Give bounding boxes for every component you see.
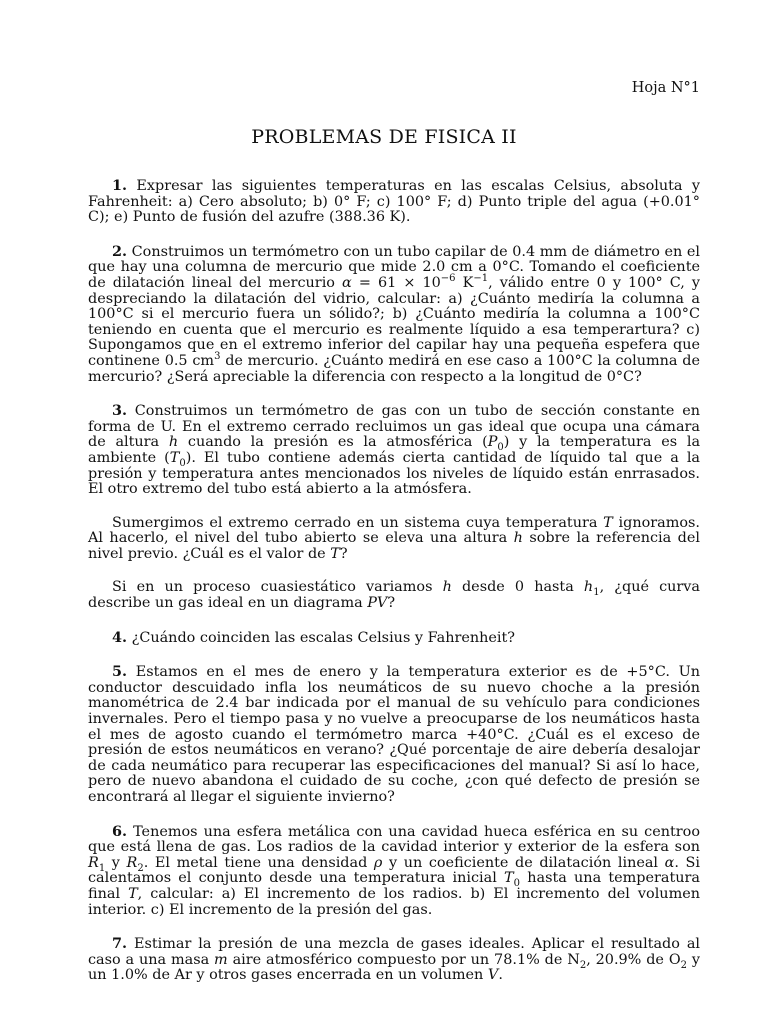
- problem-text: Construimos un termómetro de gas con un tubo de sección constante en forma de U. En el extremo cerrado recluimos un gas ideal que ocupa una cámara de altura: [88, 403, 700, 451]
- math-symbol: R: [126, 854, 138, 871]
- problem-2: [88, 244, 700, 385]
- math-symbol: T: [504, 870, 514, 887]
- problem-text: Expresar las siguientes temperaturas en las escalas Celsius, absoluta y Fahrenheit: a) Cero absoluto; b) 0° F; c) 100° F; d) Punto triple del agua (+0.01° C); e) Punto de fusión del azufre (388.36 K).: [88, 178, 700, 226]
- math-subscript: 0: [497, 442, 504, 454]
- sheet-number: Hoja N°1: [631, 80, 700, 96]
- problem-number: 5.: [112, 663, 128, 681]
- problem-text: Si en un proceso cuasiestático variamos: [112, 579, 433, 596]
- math-symbol: T: [128, 885, 138, 902]
- problem-text: .: [498, 967, 503, 984]
- math-subscript: 0: [179, 457, 186, 469]
- math-subscript: 2: [579, 959, 587, 971]
- problem-text: Construimos un termómetro con un tubo capilar de 0.4 mm de diámetro en el que hay una columna de mercurio que mide 2.0 cm a 0°C. Tomando el coeficiente de dilatación lineal del mercurio: [88, 243, 700, 291]
- problem-text: desde 0 hasta: [451, 579, 574, 596]
- problem-number: 4.: [112, 628, 128, 646]
- math-subscript: 2: [137, 862, 144, 874]
- problem-number: 2.: [112, 242, 128, 260]
- math-exponent: 3: [214, 351, 221, 363]
- problem-number: 3.: [112, 402, 128, 420]
- math-subscript: 1: [593, 587, 600, 599]
- math-symbol: PV: [367, 595, 388, 612]
- problem-text: K: [455, 274, 474, 291]
- problem-text: ) y la temperatura es la ambiente (: [88, 434, 701, 466]
- problem-text: . El metal tiene una densidad: [143, 854, 368, 871]
- math-symbol: h: [168, 434, 179, 451]
- problem-4: [88, 630, 700, 647]
- problem-text: ). El tubo contiene además cierta cantidad de líquido tal que a la presión y temperatura antes mencionados los niveles de líquido están enrrasados. El otro extremo del tubo está abierto a la atmósfera.: [88, 449, 700, 498]
- problem-text: ?: [339, 545, 348, 562]
- problem-text: de mercurio. ¿Cuánto medirá en ese caso a 100°C la columna de mercurio? ¿Será apreciable la diferencia con respecto a la longitud de 0°C?: [88, 352, 700, 385]
- problem-text: , ¿qué curva describe un gas ideal en un diagrama: [88, 579, 701, 612]
- math-exponent: −6: [440, 273, 456, 285]
- problem-3: [88, 403, 700, 498]
- problem-text: cuando la presión es la atmosférica (: [178, 434, 488, 451]
- problem-text: ignoramos. Al hacerlo, el nivel del tubo abierto se eleva una altura: [88, 514, 700, 547]
- math-symbol: α: [342, 274, 352, 291]
- problem-text: Tenemos una esfera metálica con una cavidad hueca esférica en su centroo que está llena de gas. Los radios de la cavidad interior y exterior de la esfera son: [88, 823, 700, 856]
- problem-1: [88, 178, 700, 226]
- page-title: PROBLEMAS DE FISICA II: [251, 126, 517, 148]
- math-exponent: −1: [473, 273, 489, 285]
- problem-text: Sumergimos el extremo cerrado en un sistema cuya temperatura: [112, 514, 598, 531]
- math-subscript: 0: [513, 878, 521, 890]
- problem-7: [88, 936, 700, 984]
- math-symbol: T: [603, 514, 613, 531]
- problem-text: Estamos en el mes de enero y la temperatura exterior es de +5°C. Un conductor descuidado infla los neumáticos de su nuevo choche a la presión manométrica de 2.4 bar indicada por el manual de su vehículo para condiciones invernales. Pero el tiempo pasa y no vuelve a preocuparse de los neumáticos hasta el mes de agosto cuando el termómetro marca +40°C. ¿Cuál es el exceso de presión de estos neumáticos en verano? ¿Qué porcentaje de aire debería desalojar de cada neumático para recuperar las especificaciones del manual? Si así lo hace, pero de nuevo abandona el cuidado de su coche, ¿con qué defecto de presión se encontrará al llegar el siguiente invierno?: [88, 664, 700, 805]
- problem-text: y un coeficiente de dilatación lineal: [382, 854, 659, 871]
- math-symbol: V: [487, 967, 499, 984]
- problem-number: 6.: [112, 822, 128, 840]
- math-subscript: 1: [98, 862, 106, 874]
- math-subscript: 2: [680, 959, 687, 971]
- math-symbol: α: [664, 854, 675, 871]
- problem-text: , calcular: a) El incremento de los radios. b) El incremento del volumen interior. c) El incremento de la presión del gas.: [88, 885, 700, 918]
- problem-text: y: [105, 854, 120, 871]
- problem-number: 1.: [112, 177, 128, 194]
- math-symbol: h: [442, 579, 452, 596]
- problem-5: [88, 664, 700, 805]
- math-symbol: P: [487, 434, 498, 451]
- math-symbol: h: [583, 579, 594, 596]
- problem-text: hasta una temperatura final: [88, 870, 700, 902]
- math-symbol: T: [169, 449, 180, 466]
- problem-text: Estimar la presión de una mezcla de gases ideales. Aplicar el resultado al caso a una masa: [88, 936, 700, 968]
- problem-3-part-2: [88, 516, 700, 563]
- problem-6: [88, 824, 700, 919]
- problem-3-part-3: [88, 580, 700, 611]
- math-symbol: R: [88, 854, 99, 871]
- math-symbol: m: [214, 951, 228, 968]
- problem-text: = 61 × 10: [351, 274, 441, 291]
- problem-number: 7.: [112, 935, 128, 953]
- math-symbol: ρ: [373, 854, 383, 871]
- problem-text: aire atmosférico compuesto por un 78.1% de N: [227, 951, 580, 968]
- math-symbol: T: [330, 545, 340, 562]
- problem-text: y un 1.0% de Ar y otros gases encerrada en un volumen: [88, 951, 700, 984]
- problem-text: . Si calentamos el conjunto desde una temperatura inicial: [88, 854, 700, 887]
- problem-text: , 20.9% de O: [586, 951, 681, 968]
- problem-list: [88, 178, 700, 1002]
- math-symbol: h: [513, 530, 523, 547]
- problem-text: ?: [387, 595, 396, 612]
- problem-text: sobre la referencia del nivel previo. ¿Cuál es el valor de: [88, 530, 700, 562]
- problem-text: ¿Cuándo coinciden las escalas Celsius y Fahrenheit?: [131, 629, 516, 646]
- problem-text: , válido entre 0 y 100° C, y despreciando la dilatación del vidrio, calcular: a) ¿Cuánto mediría la columna a 100°C si el mercurio fuera un sólido?; b) ¿Cuánto mediría la columna a 100°C teniendo en cuenta que el mercurio es realmente líquido a esa temperartura? c) Supongamos que en el extremo inferior del capilar hay una pequeña espefera que continene 0.5 cm: [88, 274, 701, 369]
